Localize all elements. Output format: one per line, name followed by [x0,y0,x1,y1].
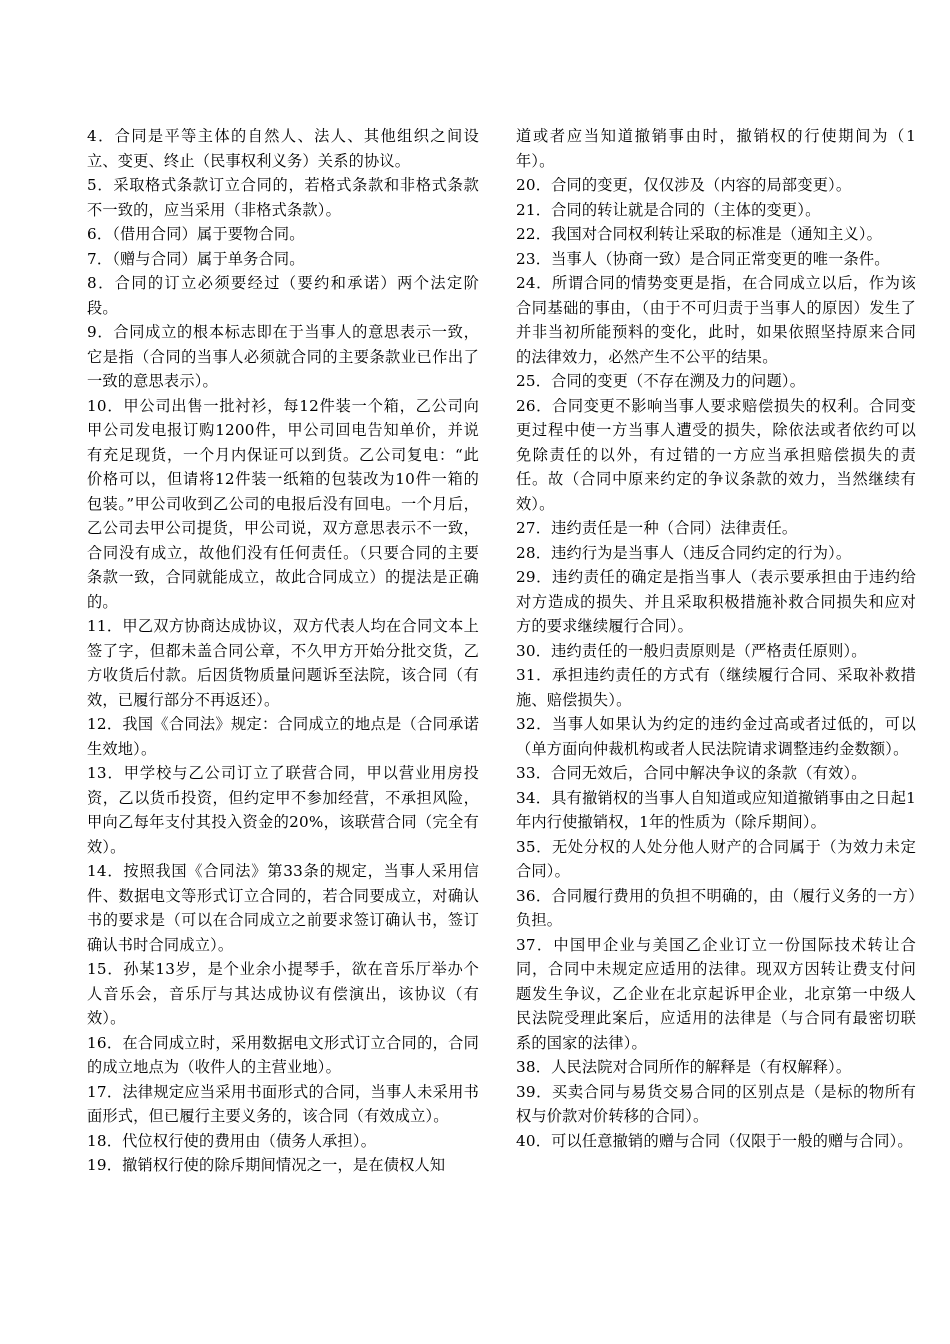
question-27: 27．违约责任是一种（合同）法律责任。 [516,519,798,537]
question-10: 10．甲公司出售一批衬衫，每12件装一个箱，乙公司向甲公司发电报订购1200件，甲公司回电告知单价，并说有充足现货，一个月内保证可以到货。乙公司复电：“此价格可以，但请将12件装一纸箱的包装改为10件一箱的包装。”甲公司收到乙公司的电报后没有回电。一个月后，乙公司去甲公司提货，甲公司说，双方意思表示不一致，合同没有成立，故他们没有任何责任。（只要合同的主要条款一致，合同就能成立，故此合同成立）的提法是正确的。 [87,396,479,611]
question-39: 39．买卖合同与易货交易合同的区别点是（是标的物所有权与价款对价转移的合同）。 [516,1082,916,1125]
question-15: 15．孙某13岁，是个业余小提琴手，欲在音乐厅举办个人音乐会，音乐厅与其达成协议有偿演出，该协议（有效）。 [87,960,479,1027]
question-20: 20．合同的变更，仅仅涉及（内容的局部变更）。 [516,176,852,194]
question-23: 23．当事人（协商一致）是合同正常变更的唯一条件。 [516,249,890,268]
question-40: 40．可以任意撤销的赠与合同（仅限于一般的赠与合同）。 [516,1131,913,1150]
question-38: 38．人民法院对合同所作的解释是（有权解释）。 [516,1058,852,1076]
question-4: 4．合同是平等主体的自然人、法人、其他组织之间设立、变更、终止（民事权利义务）关系的协议。 [87,127,479,170]
question-25: 25．合同的变更（不存在溯及力的问题）。 [516,372,806,390]
question-13: 13．甲学校与乙公司订立了联营合同，甲以营业用房投资，乙以货币投资，但约定甲不参加经营，不承担风险，甲向乙每年支付其投入资金的20%，该联营合同（完全有效）。 [87,764,479,856]
question-24: 24．所谓合同的情势变更是指，在合同成立以后，作为该合同基础的事由，（由于不可归责于当事人的原因）发生了并非当初所能预料的变化，此时，如果依照坚持原来合同的法律效力，必然产生不公平的结果。 [516,274,916,366]
left-column [87,124,479,1178]
question-37: 37．中国甲企业与美国乙企业订立一份国际技术转让合同，合同中未规定应适用的法律。现双方因转让费支付问题发生争议，乙企业在北京起诉甲企业，北京第一中级人民法院受理此案后，应适用的法律是（与合同有最密切联系的国家的法律）。 [516,935,916,1052]
question-18: 18．代位权行使的费用由（债务人承担）。 [87,1131,377,1150]
question-16: 16．在合同成立时，采用数据电文形式订立合同的，合同的成立地点为（收件人的主营业地）。 [87,1033,479,1076]
question-14: 14．按照我国《合同法》第33条的规定，当事人采用信件、数据电文等形式订立合同的，若合同要成立，对确认书的要求是（可以在合同成立之前要求签订确认书，签订确认书时合同成立）。 [87,862,479,954]
question-32: 32．当事人如果认为约定的违约金过高或者过低的，可以（单方面向仲裁机构或者人民法院请求调整违约金数额）。 [516,715,916,758]
question-22: 22．我国对合同权利转让采取的标准是（通知主义）。 [516,225,883,243]
question-19-end: 道或者应当知道撤销事由时，撤销权的行使期间为（1年）。 [516,127,916,170]
question-9: 9．合同成立的根本标志即在于当事人的意思表示一致，它是指（合同的当事人必须就合同的主要条款业已作出了一致的意思表示）。 [87,323,479,390]
question-21: 21．合同的转让就是合同的（主体的变更）。 [516,200,821,219]
question-28: 28．违约行为是当事人（违反合同约定的行为）。 [516,543,852,562]
question-34: 34．具有撤销权的当事人自知道或应知道撤销事由之日起1年内行使撤销权，1年的性质为（除斥期间）。 [516,788,916,831]
question-7: 7．（赠与合同）属于单务合同。 [87,249,305,268]
question-17: 17．法律规定应当采用书面形式的合同，当事人未采用书面形式，但已履行主要义务的，该合同（有效成立）。 [87,1082,479,1125]
question-31: 31．承担违约责任的方式有（继续履行合同、采取补救措施、赔偿损失）。 [516,666,916,709]
question-26: 26．合同变更不影响当事人要求赔偿损失的权利。合同变更过程中使一方当事人遭受的损失，除依法或者依约可以免除责任的以外，有过错的一方应当承担赔偿损失的责任。故（合同中原来约定的争议条款的效力，当然继续有效）。 [516,396,916,513]
question-29: 29．违约责任的确定是指当事人（表示要承担由于违约给对方造成的损失、并且采取积极措施补救合同损失和应对方的要求继续履行合同）。 [516,568,916,635]
question-5: 5．采取格式条款订立合同的，若格式条款和非格式条款不一致的，应当采用（非格式条款）。 [87,176,479,219]
question-36: 36．合同履行费用的负担不明确的，由（履行义务的一方）负担。 [516,886,916,929]
question-35: 35．无处分权的人处分他人财产的合同属于（为效力未定合同）。 [516,837,916,880]
question-30: 30．违约责任的一般归责原则是（严格责任原则）。 [516,641,867,660]
question-12: 12．我国《合同法》规定：合同成立的地点是（合同承诺生效地）。 [87,715,479,758]
question-19-start: 19．撤销权行使的除斥期间情况之一，是在债权人知 [87,1156,446,1174]
question-8: 8．合同的订立必须要经过（要约和承诺）两个法定阶段。 [87,274,479,317]
question-11: 11．甲乙双方协商达成协议，双方代表人均在合同文本上签了字，但都未盖合同公章，不久甲方开始分批交货，乙方收货后付款。后因货物质量问题诉至法院，该合同（有效，已履行部分不再返还）。 [87,617,479,709]
right-column [516,124,916,1153]
question-6: 6．（借用合同）属于要物合同。 [87,225,305,243]
question-33: 33．合同无效后，合同中解决争议的条款（有效）。 [516,764,867,782]
